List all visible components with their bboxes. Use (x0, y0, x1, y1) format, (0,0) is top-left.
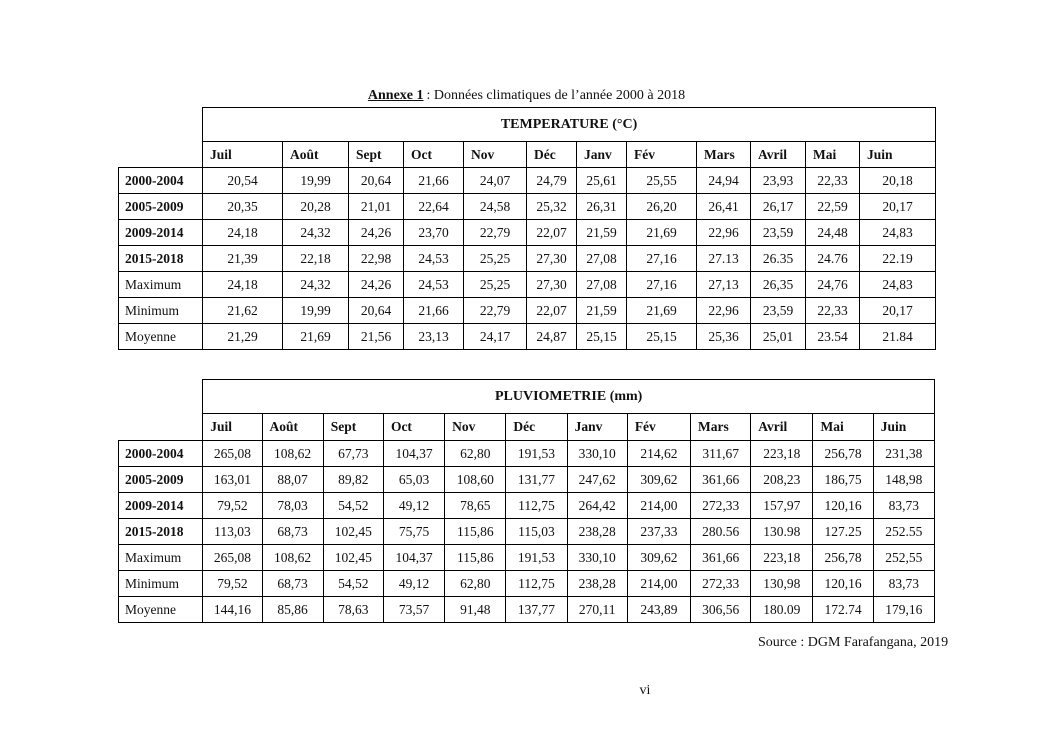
table-cell: 24,53 (404, 246, 464, 272)
table-cell: 23.54 (806, 324, 860, 350)
table-cell: 25,25 (464, 246, 527, 272)
table-cell: 23,13 (404, 324, 464, 350)
table-row (119, 220, 936, 246)
table-cell: 65,03 (383, 467, 444, 493)
month-header: Août (283, 142, 349, 168)
month-header: Sept (323, 414, 383, 441)
table-cell: 20,28 (283, 194, 349, 220)
month-header: Déc (527, 142, 577, 168)
table-cell: 21,59 (577, 220, 627, 246)
row-label: Moyenne (119, 324, 203, 350)
table-cell: 22,18 (283, 246, 349, 272)
table-cell: 309,62 (627, 545, 690, 571)
row-label: 2000-2004 (119, 441, 203, 467)
table-cell: 24,83 (860, 220, 936, 246)
table-cell: 27,16 (627, 272, 697, 298)
month-header: Janv (577, 142, 627, 168)
table-cell: 25,55 (627, 168, 697, 194)
table-cell: 115,03 (506, 519, 567, 545)
month-header: Mars (697, 142, 751, 168)
month-header: Mars (691, 414, 751, 441)
table-cell: 180.09 (751, 597, 813, 623)
table-cell: 26,31 (577, 194, 627, 220)
table-cell: 20,17 (860, 194, 936, 220)
table-cell: 22,59 (806, 194, 860, 220)
table-cell: 330,10 (567, 441, 627, 467)
table-cell: 191,53 (506, 545, 567, 571)
table-cell: 25,36 (697, 324, 751, 350)
row-label: 2009-2014 (119, 493, 203, 519)
table-cell: 148,98 (873, 467, 934, 493)
table-cell: 20,64 (349, 168, 404, 194)
table-cell: 108,62 (262, 545, 323, 571)
table-cell: 112,75 (506, 571, 567, 597)
table-cell: 272,33 (691, 571, 751, 597)
table-cell: 54,52 (323, 571, 383, 597)
table-cell: 21,56 (349, 324, 404, 350)
table-cell: 67,73 (323, 441, 383, 467)
table-cell: 62,80 (445, 571, 506, 597)
table-cell: 24,18 (203, 220, 283, 246)
table-cell: 130.98 (751, 519, 813, 545)
table-cell: 26,41 (697, 194, 751, 220)
table-cell: 306,56 (691, 597, 751, 623)
table-cell: 309,62 (627, 467, 690, 493)
month-header: Juil (203, 142, 283, 168)
table-cell: 24.76 (806, 246, 860, 272)
table-cell: 163,01 (203, 467, 262, 493)
month-header: Avril (751, 414, 813, 441)
table-cell: 272,33 (691, 493, 751, 519)
empty-corner-cell (119, 380, 203, 414)
table-cell: 130,98 (751, 571, 813, 597)
month-header: Juin (873, 414, 934, 441)
month-header: Mai (813, 414, 873, 441)
table-cell: 22,79 (464, 220, 527, 246)
table-cell: 24,48 (806, 220, 860, 246)
row-label: 2005-2009 (119, 194, 203, 220)
table-cell: 264,42 (567, 493, 627, 519)
table-cell: 21,39 (203, 246, 283, 272)
table-cell: 252.55 (873, 519, 934, 545)
temperature-table (118, 107, 936, 350)
table-cell: 361,66 (691, 545, 751, 571)
table-cell: 68,73 (262, 571, 323, 597)
table-cell: 24,79 (527, 168, 577, 194)
table-cell: 24,32 (283, 272, 349, 298)
month-header: Juin (860, 142, 936, 168)
table-cell: 238,28 (567, 519, 627, 545)
table-row (119, 272, 936, 298)
table-cell: 24,07 (464, 168, 527, 194)
table-cell: 256,78 (813, 441, 873, 467)
table-row (119, 246, 936, 272)
table-cell: 27,08 (577, 246, 627, 272)
table-cell: 24,94 (697, 168, 751, 194)
row-label: 2005-2009 (119, 467, 203, 493)
table-cell: 214,62 (627, 441, 690, 467)
table-cell: 186,75 (813, 467, 873, 493)
empty-corner-cell (119, 142, 203, 168)
table-cell: 27,16 (627, 246, 697, 272)
row-label: Maximum (119, 545, 203, 571)
empty-corner-cell (119, 414, 203, 441)
table-row (119, 168, 936, 194)
table-cell: 280.56 (691, 519, 751, 545)
table-cell: 91,48 (445, 597, 506, 623)
table-cell: 26,17 (751, 194, 806, 220)
table-cell: 78,63 (323, 597, 383, 623)
table-cell: 21,69 (627, 220, 697, 246)
table-row (119, 298, 936, 324)
table-cell: 25,25 (464, 272, 527, 298)
table-cell: 23,93 (751, 168, 806, 194)
table-cell: 79,52 (203, 571, 262, 597)
table-cell: 49,12 (383, 493, 444, 519)
table-cell: 27,30 (527, 246, 577, 272)
table-cell: 108,60 (445, 467, 506, 493)
table-cell: 68,73 (262, 519, 323, 545)
table-cell: 25,15 (627, 324, 697, 350)
table-cell: 23,59 (751, 220, 806, 246)
table-cell: 78,65 (445, 493, 506, 519)
table-cell: 120,16 (813, 571, 873, 597)
caption-annex-label: Annexe 1 (367, 88, 424, 103)
table-cell: 115,86 (445, 545, 506, 571)
table-cell: 112,75 (506, 493, 567, 519)
caption-text: : Données climatiques de l’année 2000 à 2018 (426, 88, 686, 103)
table-cell: 19,99 (283, 298, 349, 324)
table-cell: 78,03 (262, 493, 323, 519)
row-label: Minimum (119, 298, 203, 324)
page-number: vi (639, 683, 651, 698)
row-label: Maximum (119, 272, 203, 298)
pluviometrie-table (118, 379, 935, 623)
row-label: 2015-2018 (119, 519, 203, 545)
table-cell: 237,33 (627, 519, 690, 545)
table-cell: 131,77 (506, 467, 567, 493)
table-cell: 172.74 (813, 597, 873, 623)
table-cell: 179,16 (873, 597, 934, 623)
empty-corner-cell (119, 108, 203, 142)
table-cell: 26,20 (627, 194, 697, 220)
table-cell: 214,00 (627, 493, 690, 519)
table-cell: 25,32 (527, 194, 577, 220)
table-cell: 24,18 (203, 272, 283, 298)
table-cell: 24,87 (527, 324, 577, 350)
table-row (119, 467, 935, 493)
table-cell: 311,67 (691, 441, 751, 467)
table-cell: 24,26 (349, 220, 404, 246)
table-cell: 102,45 (323, 545, 383, 571)
table-row (119, 571, 935, 597)
table-cell: 22,07 (527, 298, 577, 324)
table-cell: 238,28 (567, 571, 627, 597)
table-cell: 20,17 (860, 298, 936, 324)
table-cell: 27,08 (577, 272, 627, 298)
table-cell: 21,59 (577, 298, 627, 324)
month-header: Oct (404, 142, 464, 168)
row-label: Moyenne (119, 597, 203, 623)
table-cell: 22,33 (806, 168, 860, 194)
table-cell: 243,89 (627, 597, 690, 623)
table-cell: 85,86 (262, 597, 323, 623)
table-cell: 191,53 (506, 441, 567, 467)
table-cell: 120,16 (813, 493, 873, 519)
table-cell: 20,18 (860, 168, 936, 194)
table-cell: 113,03 (203, 519, 262, 545)
row-label: 2015-2018 (119, 246, 203, 272)
table-cell: 24,32 (283, 220, 349, 246)
table-cell: 108,62 (262, 441, 323, 467)
month-header: Fév (627, 142, 697, 168)
table-row (119, 441, 935, 467)
month-header: Fév (627, 414, 690, 441)
table-cell: 127.25 (813, 519, 873, 545)
table-cell: 24,17 (464, 324, 527, 350)
table-cell: 104,37 (383, 441, 444, 467)
table-cell: 20,54 (203, 168, 283, 194)
month-header: Nov (464, 142, 527, 168)
table-cell: 22,79 (464, 298, 527, 324)
table-cell: 21,29 (203, 324, 283, 350)
table-cell: 265,08 (203, 545, 262, 571)
table-caption (0, 88, 1053, 104)
table-cell: 25,61 (577, 168, 627, 194)
table-cell: 79,52 (203, 493, 262, 519)
month-header: Août (262, 414, 323, 441)
table-cell: 21,62 (203, 298, 283, 324)
table-row (119, 597, 935, 623)
table-cell: 22,33 (806, 298, 860, 324)
table-cell: 21.84 (860, 324, 936, 350)
table-cell: 21,69 (627, 298, 697, 324)
table-cell: 157,97 (751, 493, 813, 519)
table-cell: 49,12 (383, 571, 444, 597)
table-cell: 83,73 (873, 571, 934, 597)
month-header: Sept (349, 142, 404, 168)
month-header: Juil (203, 414, 262, 441)
month-header: Mai (806, 142, 860, 168)
table-cell: 22,96 (697, 298, 751, 324)
table-cell: 22,64 (404, 194, 464, 220)
table-cell: 19,99 (283, 168, 349, 194)
table-cell: 330,10 (567, 545, 627, 571)
table-cell: 223,18 (751, 545, 813, 571)
table-cell: 27,13 (697, 272, 751, 298)
table-cell: 20,35 (203, 194, 283, 220)
table-cell: 62,80 (445, 441, 506, 467)
table-cell: 25,01 (751, 324, 806, 350)
table-cell: 23,70 (404, 220, 464, 246)
table-cell: 270,11 (567, 597, 627, 623)
month-header: Oct (383, 414, 444, 441)
table-cell: 20,64 (349, 298, 404, 324)
table-cell: 83,73 (873, 493, 934, 519)
row-label: 2009-2014 (119, 220, 203, 246)
table-cell: 26.35 (751, 246, 806, 272)
table-cell: 24,83 (860, 272, 936, 298)
table-row (119, 545, 935, 571)
table-cell: 27,30 (527, 272, 577, 298)
table-cell: 21,01 (349, 194, 404, 220)
table-row (119, 324, 936, 350)
month-header: Déc (506, 414, 567, 441)
table-cell: 26,35 (751, 272, 806, 298)
table-cell: 208,23 (751, 467, 813, 493)
temperature-title: TEMPERATURE (°C) (203, 108, 936, 142)
table-cell: 89,82 (323, 467, 383, 493)
table-row (119, 493, 935, 519)
table-cell: 24,76 (806, 272, 860, 298)
table-cell: 361,66 (691, 467, 751, 493)
table-cell: 27.13 (697, 246, 751, 272)
table-cell: 265,08 (203, 441, 262, 467)
table-cell: 24,58 (464, 194, 527, 220)
table-cell: 21,66 (404, 168, 464, 194)
row-label: Minimum (119, 571, 203, 597)
table-row (119, 519, 935, 545)
table-cell: 247,62 (567, 467, 627, 493)
table-cell: 24,53 (404, 272, 464, 298)
table-cell: 252,55 (873, 545, 934, 571)
table-cell: 73,57 (383, 597, 444, 623)
month-header: Janv (567, 414, 627, 441)
source-note: Source : DGM Farafangana, 2019 (758, 635, 949, 650)
table-cell: 24,26 (349, 272, 404, 298)
table-cell: 104,37 (383, 545, 444, 571)
month-header: Nov (445, 414, 506, 441)
table-cell: 88,07 (262, 467, 323, 493)
table-cell: 22,96 (697, 220, 751, 246)
table-cell: 54,52 (323, 493, 383, 519)
row-label: 2000-2004 (119, 168, 203, 194)
month-header: Avril (751, 142, 806, 168)
table-cell: 231,38 (873, 441, 934, 467)
table-cell: 214,00 (627, 571, 690, 597)
table-cell: 137,77 (506, 597, 567, 623)
table-cell: 22.19 (860, 246, 936, 272)
table-cell: 115,86 (445, 519, 506, 545)
table-cell: 144,16 (203, 597, 262, 623)
table-cell: 22,07 (527, 220, 577, 246)
table-cell: 22,98 (349, 246, 404, 272)
table-cell: 256,78 (813, 545, 873, 571)
table-cell: 21,69 (283, 324, 349, 350)
table-cell: 23,59 (751, 298, 806, 324)
table-cell: 25,15 (577, 324, 627, 350)
table-row (119, 194, 936, 220)
pluviometrie-title: PLUVIOMETRIE (mm) (203, 380, 935, 414)
table-cell: 223,18 (751, 441, 813, 467)
table-cell: 21,66 (404, 298, 464, 324)
table-cell: 75,75 (383, 519, 444, 545)
table-cell: 102,45 (323, 519, 383, 545)
